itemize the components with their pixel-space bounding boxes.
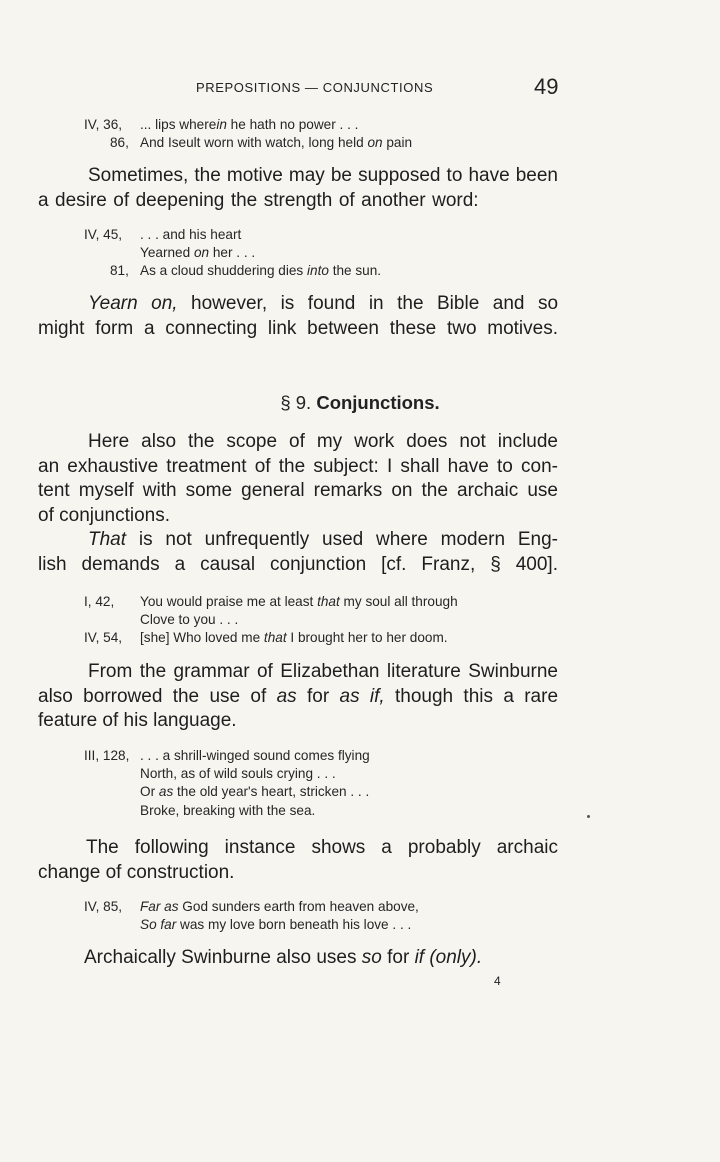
paragraph	[38, 292, 558, 341]
text-line: feature of his language.	[38, 710, 237, 731]
quotation-block-5	[84, 898, 544, 934]
text-line: an exhaustive treatment of the subject: I shall have to con-	[38, 455, 558, 477]
citation-ref: IV, 54,	[84, 630, 123, 646]
page-number: 49	[534, 74, 559, 99]
quotation-line	[84, 765, 544, 783]
quotation-line	[84, 611, 544, 629]
quotation-line	[84, 593, 544, 611]
quotation-text: Clove to you . . .	[140, 612, 239, 628]
paragraph	[38, 430, 558, 577]
quotation-block-1	[84, 116, 544, 152]
quotation-line	[84, 747, 544, 765]
quotation-line	[84, 134, 544, 152]
quotation-block-3	[84, 593, 544, 648]
citation-ref: IV, 45,	[84, 227, 123, 242]
quotation-line	[84, 226, 544, 244]
quotation-text: . . . and his heart	[140, 227, 242, 242]
quotation-line	[84, 262, 544, 280]
paragraph	[38, 660, 558, 734]
citation-ref: I, 42,	[84, 594, 115, 609]
quotation-text: North, as of wild souls crying . . .	[140, 766, 336, 782]
stray-mark	[587, 815, 590, 818]
quotation-line	[84, 116, 544, 134]
quotation-line	[84, 629, 544, 647]
quotation-text: And Iseult worn with watch, long held on pain	[140, 135, 413, 151]
text-line: The following instance shows a probably archaic	[86, 837, 558, 858]
text-line: might form a connecting link between these two motives.	[38, 317, 558, 339]
quotation-text: Far as God sunders earth from heaven above,	[140, 899, 419, 914]
text-line: Sometimes, the motive may be supposed to have been	[88, 165, 558, 186]
quotation-text: [she] Who loved me that I brought her to her doom.	[140, 630, 448, 646]
citation-ref: 86,	[110, 135, 129, 151]
quotation-block-2	[84, 226, 544, 281]
citation-ref: IV, 85,	[84, 899, 123, 914]
quotation-text: You would praise me at least that my soul all through	[140, 594, 458, 609]
quotation-line	[84, 802, 544, 820]
quotation-text: Or as the old year's heart, stricken . . .	[140, 784, 370, 800]
quotation-line	[84, 244, 544, 262]
text-line: also borrowed the use of as for as if, though this a rare	[38, 685, 559, 707]
text-line: Archaically Swinburne also uses so for if (only).	[84, 947, 483, 968]
text-line: Here also the scope of my work does not include	[88, 431, 558, 452]
paragraph	[38, 164, 558, 213]
paragraph	[38, 946, 558, 971]
citation-ref: III, 128,	[84, 748, 130, 763]
text-line: a desire of deepening the strength of another word:	[38, 189, 479, 211]
quotation-text: Yearned on her . . .	[140, 245, 256, 261]
text-line: change of construction.	[38, 861, 235, 883]
quotation-line	[84, 783, 544, 801]
citation-ref: IV, 36,	[84, 117, 123, 132]
quotation-line	[84, 898, 544, 916]
text-line: Yearn on, however, is found in the Bible and so	[88, 293, 559, 314]
section-title: Conjunctions.	[316, 392, 440, 413]
text-line: That is not unfrequently used where modern Eng-	[88, 529, 558, 550]
section-mark: § 9.	[280, 392, 312, 413]
text-line: From the grammar of Elizabethan literature Swinburne	[88, 661, 558, 682]
quotation-text: So far was my love born beneath his love . . .	[140, 917, 412, 933]
quotation-text: ... lips wherein he hath no power . . .	[140, 117, 359, 132]
running-head: PREPOSITIONS — CONJUNCTIONS	[196, 80, 434, 95]
footnote-number: 4	[494, 974, 501, 988]
text-line: tent myself with some general remarks on the archaic use	[38, 480, 558, 501]
quotation-block-4	[84, 747, 544, 820]
quotation-line	[84, 916, 544, 934]
quotation-text: . . . a shrill-winged sound comes flying	[140, 748, 370, 763]
section-heading	[0, 392, 720, 414]
page-header	[0, 76, 720, 102]
citation-ref: 81,	[110, 263, 129, 279]
quotation-text: As a cloud shuddering dies into the sun.	[140, 263, 382, 279]
text-line: of conjunctions.	[38, 504, 171, 526]
text-line: lish demands a causal conjunction [cf. Franz, § 400].	[38, 553, 558, 575]
quotation-text: Broke, breaking with the sea.	[140, 802, 316, 818]
paragraph	[38, 836, 558, 885]
